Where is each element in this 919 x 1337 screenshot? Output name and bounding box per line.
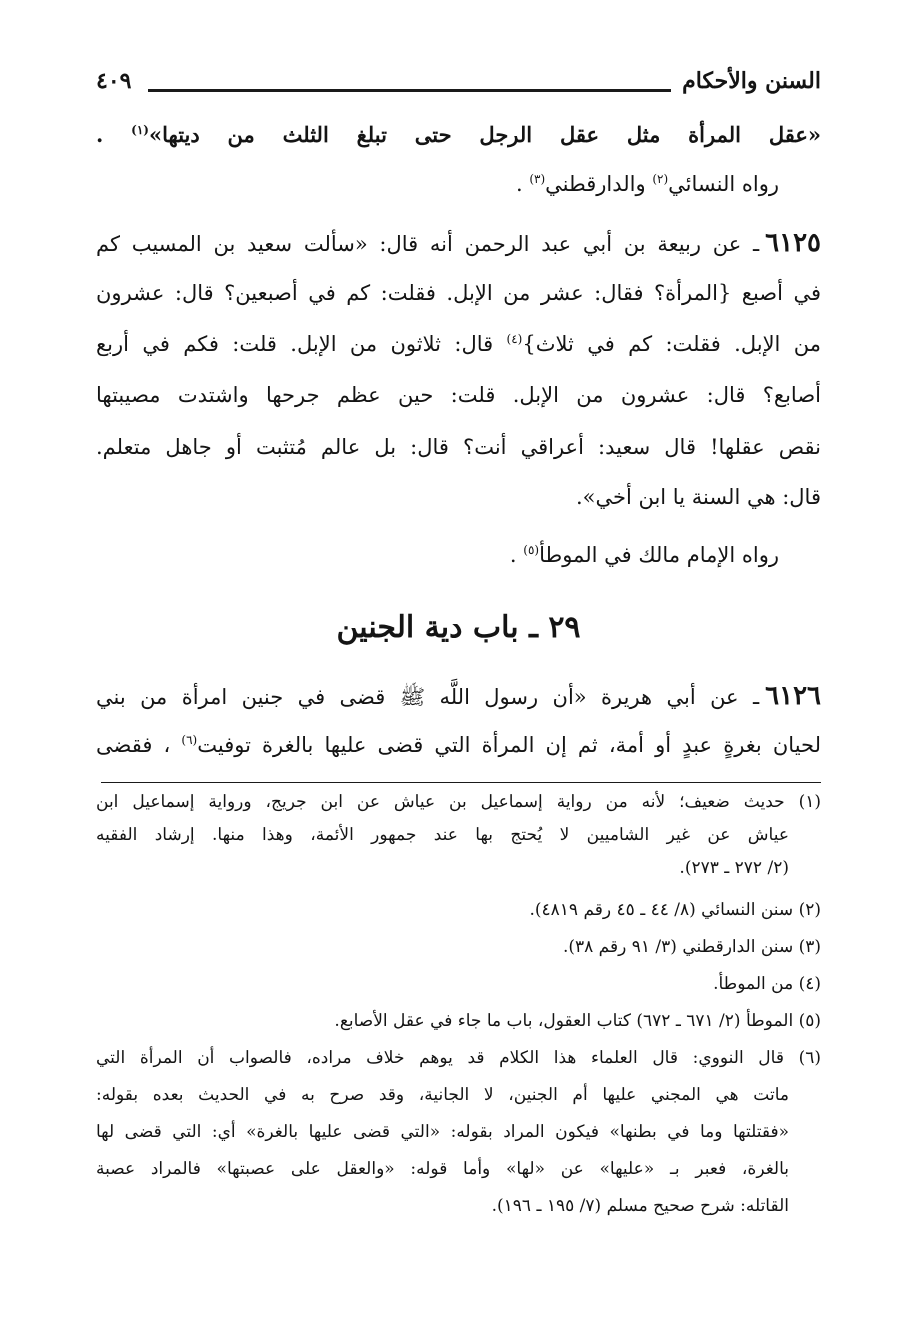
hadith-text: أصابع؟ قال: عشرون من الإبل. قلت: حين عظم جرحها واشتدت مصيبتها	[96, 383, 821, 407]
footnote-divider	[101, 782, 821, 783]
narration-text-b: والدارقطني	[545, 172, 653, 196]
header-rule	[148, 89, 671, 92]
hadith-text-b: قال: ثلاثون من الإبل. قلت: فكم في أربع	[96, 332, 507, 356]
footnote-text: ماتت هي المجني عليها أم الجنين، لا الجانية، وقد صرح به في الحديث بعده بقوله:	[96, 1085, 789, 1105]
footnote-text: «فقتلتها وما في بطنها» فيكون المراد بقوله: «التي قضى عليها بالغرة» أي: التي قضى لها	[96, 1122, 789, 1142]
hadith-6126-line-2	[96, 733, 821, 757]
quote-text: «عقل المرأة مثل عقل الرجل حتى تبلغ الثلث من ديتها»	[148, 122, 821, 147]
footnote-text: (١) حديث ضعيف؛ لأنه من رواية إسماعيل بن عياش عن ابن جريج، ورواية إسماعيل ابن	[96, 792, 821, 812]
narration-line-1	[96, 172, 779, 196]
narration-end: .	[515, 172, 530, 196]
footnote-6-line-5	[96, 1196, 789, 1216]
footnote-1-line-2	[96, 825, 789, 845]
hadith-text: قال: هي السنة يا ابن أخي».	[575, 485, 821, 509]
hadith-6125-line-4	[96, 383, 821, 407]
footnote-6-line-4	[96, 1159, 789, 1179]
hadith-text: لحيان بغرةٍ عبدٍ أو أمة، ثم إن المرأة التي قضى عليها بالغرة توفيت	[197, 733, 821, 757]
footnote-text: بالغرة، فعبر بـ «عليها» عن «لها» وأما قوله: «والعقل على عصبتها» فالمراد عصبة	[96, 1159, 789, 1179]
hadith-text-b: ، فقضى	[96, 733, 182, 757]
narration-text: رواه الإمام مالك في الموطأ	[539, 543, 779, 567]
hadith-text: من الإبل. فقلت: كم في ثلاث}	[522, 332, 821, 356]
hadith-text: ـ عن أبي هريرة «أن رسول اللَّه ﷺ قضى في جنين امرأة من بني	[96, 685, 760, 709]
hadith-number: ٦١٢٥	[765, 228, 822, 258]
hadith-6125-line-5	[96, 435, 821, 459]
hadith-6126-line-1	[96, 681, 821, 715]
footnote-ref: (١)	[131, 123, 149, 137]
book-title: السنن والأحكام	[682, 68, 821, 94]
narration-text: رواه النسائي	[668, 172, 779, 196]
footnote-text: (٣) سنن الدارقطني (٣/ ٩١ رقم ٣٨).	[562, 937, 821, 957]
footnote-6-line-2	[96, 1085, 789, 1105]
footnote-5	[96, 1011, 821, 1031]
narration-end: .	[509, 543, 524, 567]
footnote-4	[96, 974, 821, 994]
chapter-title: ٢٩ ـ باب دية الجنين	[336, 610, 581, 645]
running-header	[96, 68, 821, 108]
footnote-text: (٦) قال النووي: قال العلماء هذا الكلام قد يوهم خلاف مراده، فالصواب أن المرأة التي	[96, 1048, 821, 1068]
footnote-6-line-1	[96, 1048, 821, 1068]
quote-line	[96, 122, 821, 147]
footnote-ref: (٢)	[652, 172, 669, 186]
footnote-ref: (٤)	[506, 332, 523, 346]
footnote-1-line-1	[96, 792, 821, 812]
footnote-ref: (٦)	[181, 733, 198, 747]
hadith-text: ـ عن ربيعة بن أبي عبد الرحمن أنه قال: «سألت سعيد بن المسيب كم	[96, 232, 760, 256]
footnote-text: (٢/ ٢٧٢ ـ ٢٧٣).	[679, 858, 789, 878]
hadith-text: في أصبع {المرأة؟ فقال: عشر من الإبل. فقلت: كم في أصبعين؟ قال: عشرون	[96, 281, 821, 305]
footnote-text: القاتله: شرح صحيح مسلم (٧/ ١٩٥ ـ ١٩٦).	[491, 1196, 789, 1216]
quote-end: .	[96, 122, 132, 147]
footnote-ref: (٣)	[529, 172, 546, 186]
hadith-text: نقص عقلها! قال سعيد: أعراقي أنت؟ قال: بل عالم مُتثبت أو جاهل متعلم.	[96, 435, 821, 459]
footnote-text: (٢) سنن النسائي (٨/ ٤٤ ـ ٤٥ رقم ٤٨١٩).	[529, 900, 821, 920]
hadith-number: ٦١٢٦	[765, 681, 821, 711]
footnote-2	[96, 900, 821, 920]
hadith-6125-line-2	[96, 281, 821, 305]
footnote-text: (٥) الموطأ (٢/ ٦٧١ ـ ٦٧٢) كتاب العقول، باب ما جاء في عقل الأصابع.	[334, 1011, 821, 1031]
footnote-6-line-3	[96, 1122, 789, 1142]
footnote-text: عياش عن غير الشاميين لا يُحتج بها عند جمهور الأئمة، وهذا منها. إرشاد الفقيه	[96, 825, 789, 845]
narration-line-2	[96, 543, 779, 567]
hadith-6125-line-6	[96, 485, 821, 509]
page-number: ٤٠٩	[96, 68, 132, 94]
hadith-6125-line-3	[96, 332, 821, 356]
footnote-ref: (٥)	[523, 543, 540, 557]
hadith-6125-line-1	[96, 228, 821, 258]
footnote-3	[96, 937, 821, 957]
footnote-1-line-3	[96, 858, 789, 878]
footnote-text: (٤) من الموطأ.	[713, 974, 821, 994]
